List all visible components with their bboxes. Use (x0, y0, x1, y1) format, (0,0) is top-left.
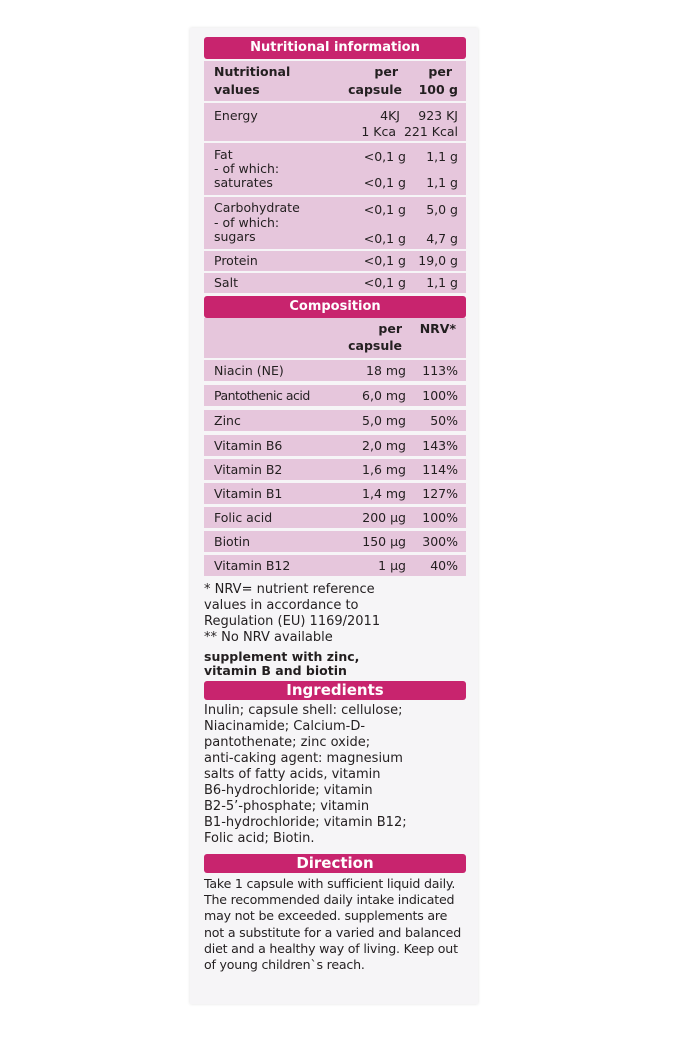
fat-100: 1,1 g (426, 149, 458, 164)
composition-col-nrv: NRV* (419, 321, 456, 336)
col-label-line1: Nutritional (214, 64, 291, 79)
nutrient-amount: 1 µg (378, 558, 406, 573)
ingredients-text (204, 703, 472, 847)
nutrition-header: Nutritional information (204, 37, 466, 59)
direction-line: may not be exceeded. supplements are (204, 908, 448, 924)
energy-capsule-kcal: 1 Kca (361, 124, 396, 139)
nutrient-name: Zinc (214, 413, 241, 428)
nutrient-nrv: 127% (422, 486, 458, 501)
nutrient-name: Folic acid (214, 510, 273, 525)
nutrient-nrv: 100% (422, 510, 458, 525)
nutrient-name: Niacin (NE) (214, 363, 284, 378)
composition-row (204, 483, 466, 504)
energy-100-kj: 923 KJ (418, 108, 458, 123)
nutrient-nrv: 40% (430, 558, 458, 573)
nrv-footnote-line1: * NRV= nutrient reference (204, 582, 375, 597)
nutrient-nrv: 114% (422, 462, 458, 477)
direction-header: Direction (204, 854, 466, 873)
protein-label: Protein (214, 253, 258, 268)
fat-capsule: <0,1 g (363, 149, 406, 164)
saturates-capsule: <0,1 g (363, 175, 406, 190)
nutrition-column-header (204, 61, 466, 101)
nrv-footnote-line3: Regulation (EU) 1169/2011 (204, 614, 381, 629)
ingredients-header: Ingredients (204, 681, 466, 700)
col-per-capsule-line1: per (374, 64, 398, 79)
energy-capsule-kj: 4KJ (380, 108, 400, 123)
ingredients-line: B6-hydrochloride; vitamin (204, 783, 373, 798)
saturates-100: 1,1 g (426, 175, 458, 190)
composition-col-per-line2: capsule (348, 338, 402, 353)
ingredients-line: B2-5’-phosphate; vitamin (204, 799, 370, 814)
fat-label-line2: - of which: (214, 161, 280, 176)
ingredients-line: Niacinamide; Calcium-D- (204, 719, 366, 734)
supplement-line2: vitamin B and biotin (204, 663, 347, 678)
nutrient-amount: 200 µg (362, 510, 406, 525)
nutrient-name: Biotin (214, 534, 250, 549)
nutrient-amount: 2,0 mg (362, 438, 406, 453)
direction-line: Take 1 capsule with sufficient liquid daily. (204, 876, 456, 891)
nutrient-amount: 18 mg (366, 363, 406, 378)
carb-capsule: <0,1 g (363, 202, 406, 217)
fat-label-line1: Fat (214, 147, 233, 162)
protein-capsule: <0,1 g (363, 253, 406, 268)
composition-row (204, 360, 466, 381)
salt-100: 1,1 g (426, 275, 458, 290)
carb-label (214, 201, 300, 245)
carb-label-line3: sugars (214, 229, 256, 244)
composition-header: Composition (204, 296, 466, 318)
carb-100: 5,0 g (426, 202, 458, 217)
nutrient-amount: 5,0 mg (362, 413, 406, 428)
composition-row (204, 459, 466, 480)
nutrient-name: Vitamin B1 (214, 486, 283, 501)
nutrient-name: Vitamin B12 (214, 558, 291, 573)
composition-col-per (348, 321, 402, 356)
fat-label (214, 148, 279, 190)
nutrient-nrv: 113% (422, 363, 458, 378)
ingredients-line: anti-caking agent: magnesium (204, 751, 403, 766)
nutrient-nrv: 100% (422, 388, 458, 403)
carb-label-line2: - of which: (214, 214, 280, 230)
supplement-statement (204, 650, 472, 678)
nutrient-name: Vitamin B2 (214, 462, 283, 477)
ingredients-line: Inulin; capsule shell: cellulose; (204, 703, 403, 718)
fat-label-line3: saturates (214, 175, 273, 190)
direction-line: of young children`s reach. (204, 957, 365, 973)
nutrient-nrv: 50% (430, 413, 458, 428)
composition-row (204, 410, 466, 431)
ingredients-line: pantothenate; zinc oxide; (204, 735, 371, 750)
sugars-100: 4,7 g (426, 231, 458, 246)
nutrient-amount: 1,4 mg (362, 486, 406, 501)
composition-row (204, 555, 466, 576)
nutrient-amount: 6,0 mg (362, 388, 406, 403)
composition-column-header (204, 318, 466, 358)
energy-label: Energy (214, 108, 258, 123)
ingredients-line: B1-hydrochloride; vitamin B12; (204, 815, 407, 830)
col-per-100-line1: per (428, 64, 452, 79)
composition-row (204, 531, 466, 552)
salt-capsule: <0,1 g (363, 275, 406, 290)
ingredients-line: salts of fatty acids, vitamin (204, 767, 381, 782)
row-salt (204, 273, 466, 293)
carb-label-line1: Carbohydrate (214, 200, 300, 215)
no-nrv-footnote: ** No NRV available (204, 630, 333, 645)
nutrient-name: Pantothenic acid (214, 388, 310, 403)
col-per-100 (419, 64, 458, 101)
supplement-line1: supplement with zinc, (204, 649, 360, 664)
energy-100-kcal: 221 Kcal (403, 124, 458, 139)
direction-line: diet and a healthy way of living. Keep out (204, 940, 458, 956)
col-per-capsule-line2: capsule (348, 82, 402, 97)
direction-line: The recommended daily intake indicated (204, 892, 455, 908)
composition-row (204, 507, 466, 528)
row-protein (204, 251, 466, 271)
nutrient-amount: 1,6 mg (362, 462, 406, 477)
col-per-100-line2: 100 g (418, 82, 458, 97)
composition-row (204, 435, 466, 456)
composition-col-per-line1: per (378, 321, 402, 336)
direction-line: not a substitute for a varied and balanced (204, 924, 461, 940)
nutrient-name: Vitamin B6 (214, 438, 283, 453)
col-per-capsule (348, 64, 402, 101)
nrv-footnote (204, 582, 472, 646)
protein-100: 19,0 g (418, 253, 458, 268)
col-label (214, 64, 290, 101)
row-carbohydrate (204, 197, 466, 249)
nrv-footnote-line2: values in accordance to (204, 598, 359, 613)
sugars-capsule: <0,1 g (363, 231, 406, 246)
salt-label: Salt (214, 275, 238, 290)
row-energy (204, 103, 466, 141)
nutrient-amount: 150 µg (362, 534, 406, 549)
row-fat (204, 143, 466, 195)
col-label-line2: values (214, 82, 260, 97)
composition-row (204, 385, 466, 406)
direction-text (204, 876, 472, 973)
nutrient-nrv: 300% (422, 534, 458, 549)
nutrient-nrv: 143% (422, 438, 458, 453)
ingredients-line: Folic acid; Biotin. (204, 831, 315, 846)
